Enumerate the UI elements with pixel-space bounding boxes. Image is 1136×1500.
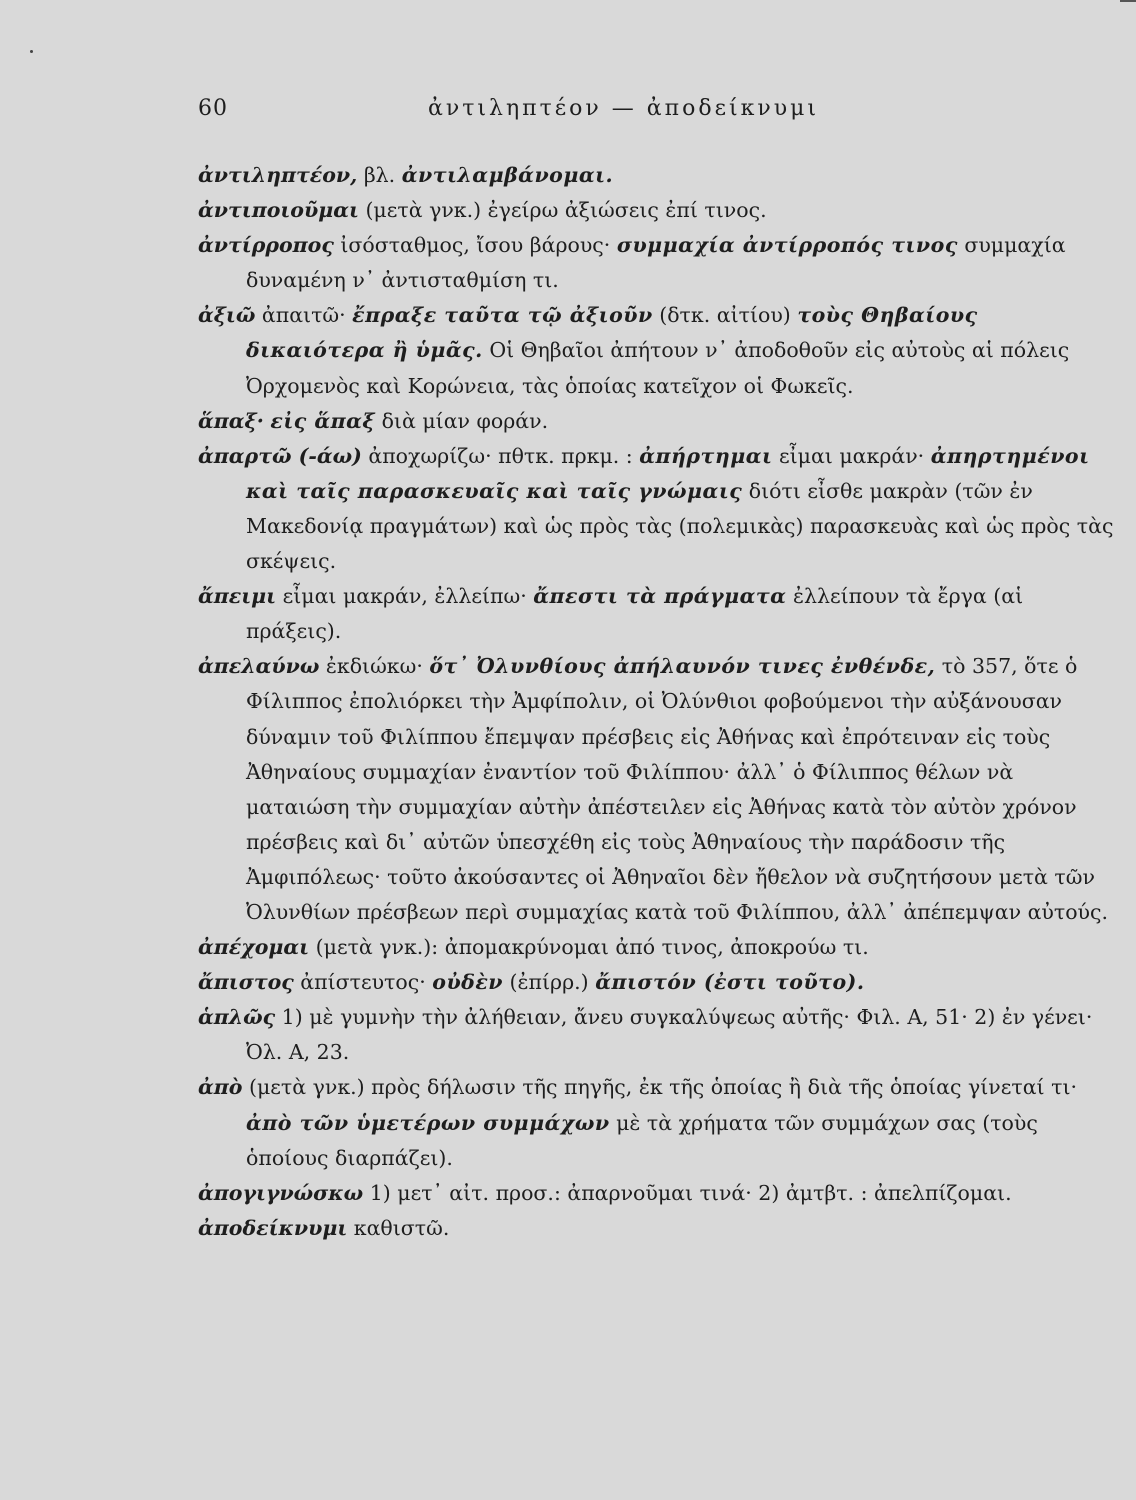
dictionary-entry [198,193,1122,228]
entry-definition: ἰσόσταθμος, ἴσου βάρους· [333,233,617,258]
page-number: 60 [198,96,228,121]
entry-lemma: ἀπαρτῶ (-άω) [198,443,362,468]
entry-definition: καθιστῶ. [347,1215,450,1240]
entry-lemma: ἀντίρροπος [198,233,334,258]
entry-definition: (ἐπίρρ.) [503,970,596,995]
entry-phrase: ἄπεστι τὰ πράγματα [533,584,787,609]
entry-phrase: οὐδὲν [432,970,504,995]
entry-lemma: ἅπαξ· [198,408,264,433]
entry-lemma: ἀπελαύνω [198,654,320,679]
entry-definition: (δτκ. αἰτίου) [652,303,798,328]
entry-lemma: ἀπέχομαι [198,935,310,960]
dictionary-entry [198,298,1122,403]
dictionary-entry [198,1176,1122,1211]
entry-lemma: ἀπὸ [198,1075,243,1100]
entry-phrase: ἀπηρτημένοι καὶ ταῖς παρασκευαῖς καὶ ταῖς γνώμαις [246,443,1090,503]
entry-lemma: ἀποδείκνυμι [198,1215,348,1240]
entry-phrase: συμμαχία ἀντίρροπός τινος [616,233,958,258]
entry-phrase: ὅτ᾿ Ὀλυνθίους ἀπήλαυνόν τινες ἐνθένδε, [429,654,936,679]
entry-definition: 1) μὲ γυμνὴν τὴν ἀλήθειαν, ἄνευ συγκαλύψεως αὐτῆς· Φιλ. Α, 51· 2) ἐν γένει· Ὀλ. Α, 23. [246,1005,1093,1065]
entry-definition: τὸ 357, ὅτε ὁ Φίλιππος ἐπολιόρκει τὴν Ἀμφίπολιν, οἱ Ὀλύνθιοι φοβούμενοι τὴν αὐξάνουσαν δύναμιν τοῦ Φιλίππου ἔπεμψαν πρέσβεις εἰς Ἀθήνας καὶ ἐπρότειναν εἰς τοὺς Ἀθηναίους συμμαχίαν ἐναντίον τοῦ Φιλίππου· ἀλλ᾿ ὁ Φίλιππος θέλων νὰ ματαιώση τὴν συμμαχίαν αὐτὴν ἀπέστειλεν εἰς Ἀθήνας κατὰ τὸν αὐτὸν χρόνον πρέσβεις καὶ δι᾿ αὐτῶν ὑπεσχέθη εἰς τοὺς Ἀθηναίους τὴν παράδοσιν τῆς Ἀμφιπόλεως· τοῦτο ἀκούσαντες οἱ Ἀθηναῖοι δὲν ἤθελον νὰ συζητήσουν μετὰ τῶν Ὀλυνθίων πρέσβεων περὶ συμμαχίας κατὰ τοῦ Φιλίππου, ἀλλ᾿ ἀπέπεμψαν αὐτούς. [246,654,1109,924]
entry-definition: εἶμαι μακράν, ἐλλείπω· [276,584,534,609]
dictionary-entry [198,965,1122,1000]
entry-phrase: ἀπήρτημαι [639,443,773,468]
dictionary-entry [198,649,1122,930]
dictionary-entry [198,439,1122,579]
running-title: ἀντιληπτέον — ἀποδείκνυμι [428,96,820,121]
dictionary-entry [198,579,1122,649]
running-head [198,96,978,136]
entry-lemma: ἀντιποιοῦμαι [198,198,359,223]
entry-definition: ἐκδιώκω· [319,654,430,679]
entry-definition: διότι εἶσθε μακρὰν (τῶν ἐν Μακεδονίᾳ πραγμάτων) καὶ ὡς πρὸς τὰς (πολεμικὰς) παρασκευὰς καὶ ὡς πρὸς τὰς σκέψεις. [246,478,1114,574]
entry-definition: εἶμαι μακράν· [772,443,931,468]
entry-phrase: εἰς ἅπαξ [270,408,376,433]
dictionary-entry [198,1070,1122,1175]
entry-lemma: ἀπογιγνώσκω [198,1180,364,1205]
entry-definition: μὲ τὰ χρήματα τῶν συμμάχων σας (τοὺς ὁποίους διαρπάζει). [246,1110,1038,1170]
entry-definition: ἐλλείπουν τὰ ἔργα (αἱ πράξεις). [246,584,1024,644]
dictionary-entries [198,158,1122,1246]
entry-definition: 1) μετ᾿ αἰτ. προσ.: ἀπαρνοῦμαι τινά· 2) ἀμτβτ. : ἀπελπίζομαι. [363,1180,1012,1205]
dictionary-entry [198,930,1122,965]
dictionary-entry [198,1211,1122,1246]
speck-mark [30,50,33,53]
dictionary-entry [198,1000,1122,1070]
entry-phrase: ἄπιστόν (ἐστι τοῦτο). [595,970,865,995]
entry-definition: Οἱ Θηβαῖοι ἀπήτουν ν᾿ ἀποδοθοῦν εἰς αὐτοὺς αἱ πόλεις Ὀρχομενὸς καὶ Κορώνεια, τὰς ὁποίας κατεῖχον οἱ Φωκεῖς. [246,338,1070,398]
entry-definition: (μετὰ γνκ.) ἐγείρω ἀξιώσεις ἐπί τινος. [358,198,767,223]
entry-lemma: ἀξιῶ [198,303,256,328]
entry-lemma: ἀντιληπτέον, [198,163,358,187]
entry-definition: (μετὰ γνκ.) πρὸς δήλωσιν τῆς πηγῆς, ἐκ τῆς ὁποίας ἢ διὰ τῆς ὁποίας γίνεταί τι· [242,1075,1078,1100]
entry-definition: ἀποχωρίζω· πθτκ. πρκμ. : [361,443,640,468]
entry-definition: συμμαχία δυναμένη ν᾿ ἀντισταθμίση τι. [246,233,1066,293]
entry-definition: διὰ μίαν φοράν. [375,408,549,433]
entry-definition: βλ. [357,163,402,187]
entry-lemma: ἁπλῶς [198,1005,276,1030]
entry-definition: ἀπαιτῶ· [255,303,353,328]
dictionary-entry [198,404,1122,439]
entry-phrase: ἀπὸ τῶν ὑμετέρων συμμάχων [246,1110,610,1135]
entry-definition: (μετὰ γνκ.): ἀπομακρύνομαι ἀπό τινος, ἀποκρούω τι. [309,935,869,960]
corner-mark [1120,0,1136,8]
entry-lemma: ἄπειμι [198,584,277,609]
entry-phrase: ἀντιλαμβάνομαι. [401,163,614,187]
dictionary-entry [198,158,1122,193]
entry-phrase: τοὺς Θηβαίους δικαιότερα ἢ ὑμᾶς. [246,303,978,363]
entry-phrase: ἔπραξε ταῦτα τῷ ἀξιοῦν [352,303,653,328]
dictionary-entry [198,228,1122,298]
entry-lemma: ἄπιστος [198,970,294,995]
entry-definition: ἀπίστευτος· [293,970,433,995]
